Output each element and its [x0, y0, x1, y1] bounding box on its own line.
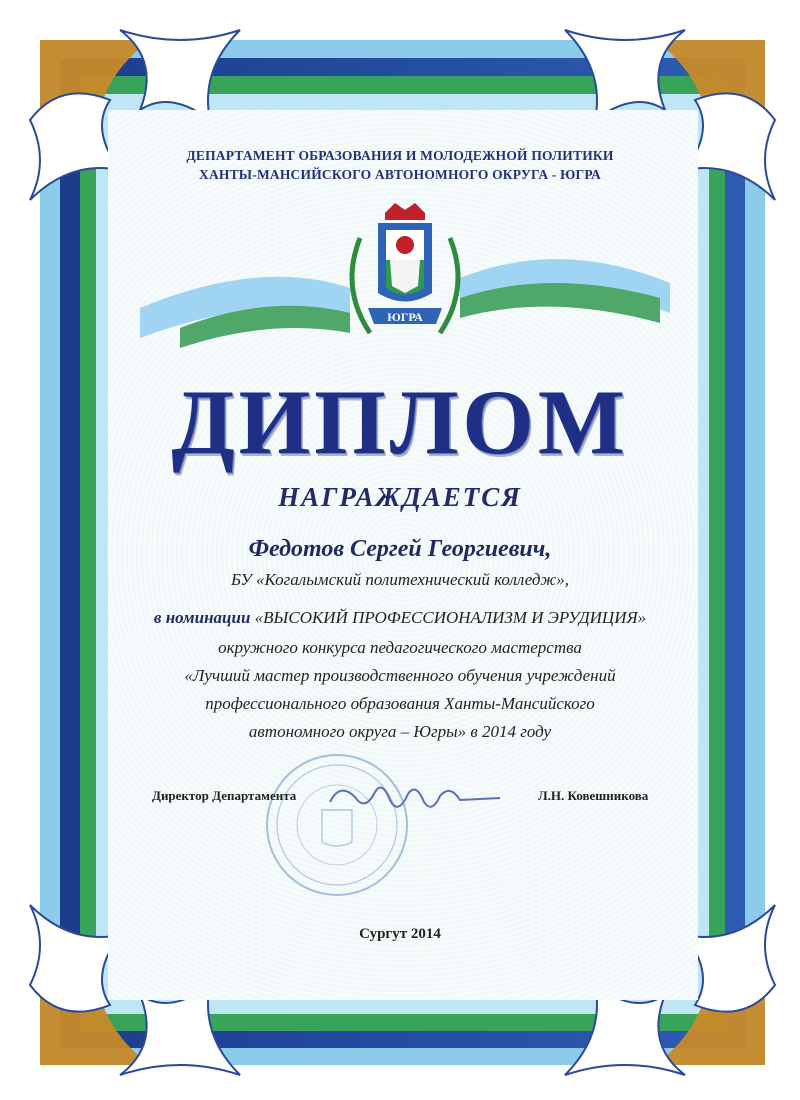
signatory-name: Л.Н. Ковешникова	[538, 788, 649, 803]
recipient-name: Федотов Сергей Георгиевич,	[248, 536, 552, 562]
department-line-1: ДЕПАРТАМЕНТ ОБРАЗОВАНИЯ И МОЛОДЕЖНОЙ ПОЛИТИКИ	[186, 148, 614, 163]
handwritten-signature	[320, 772, 510, 822]
contest-line-3: профессионального образования Ханты-Мансийского	[205, 694, 595, 713]
contest-line-4: автономного округа – Югры» в 2014 году	[248, 722, 552, 741]
yugra-emblem	[140, 198, 670, 368]
contest-line-1: окружного конкурса педагогического мастерства	[218, 638, 582, 657]
emblem-label: ЮГРА	[387, 310, 423, 324]
nomination-title: «ВЫСОКИЙ ПРОФЕССИОНАЛИЗМ И ЭРУДИЦИЯ»	[254, 608, 647, 627]
signatory-position: Директор Департамента	[152, 788, 297, 803]
diploma-title: ДИПЛОМ	[171, 371, 629, 473]
awarded-heading: НАГРАЖДАЕТСЯ	[278, 482, 522, 512]
contest-line-2: «Лучший мастер производственного обучения учреждений	[184, 666, 616, 685]
contest-description	[0, 634, 800, 746]
recipient-institution: БУ «Когалымский политехнический колледж»,	[231, 570, 569, 589]
department-line-2: ХАНТЫ-МАНСИЙСКОГО АВТОНОМНОГО ОКРУГА - ЮГРА	[199, 167, 601, 182]
nomination-line	[0, 608, 800, 628]
nomination-prefix: в номинации	[153, 608, 251, 627]
department-header	[0, 146, 800, 184]
place-and-year: Сургут 2014	[359, 926, 441, 942]
